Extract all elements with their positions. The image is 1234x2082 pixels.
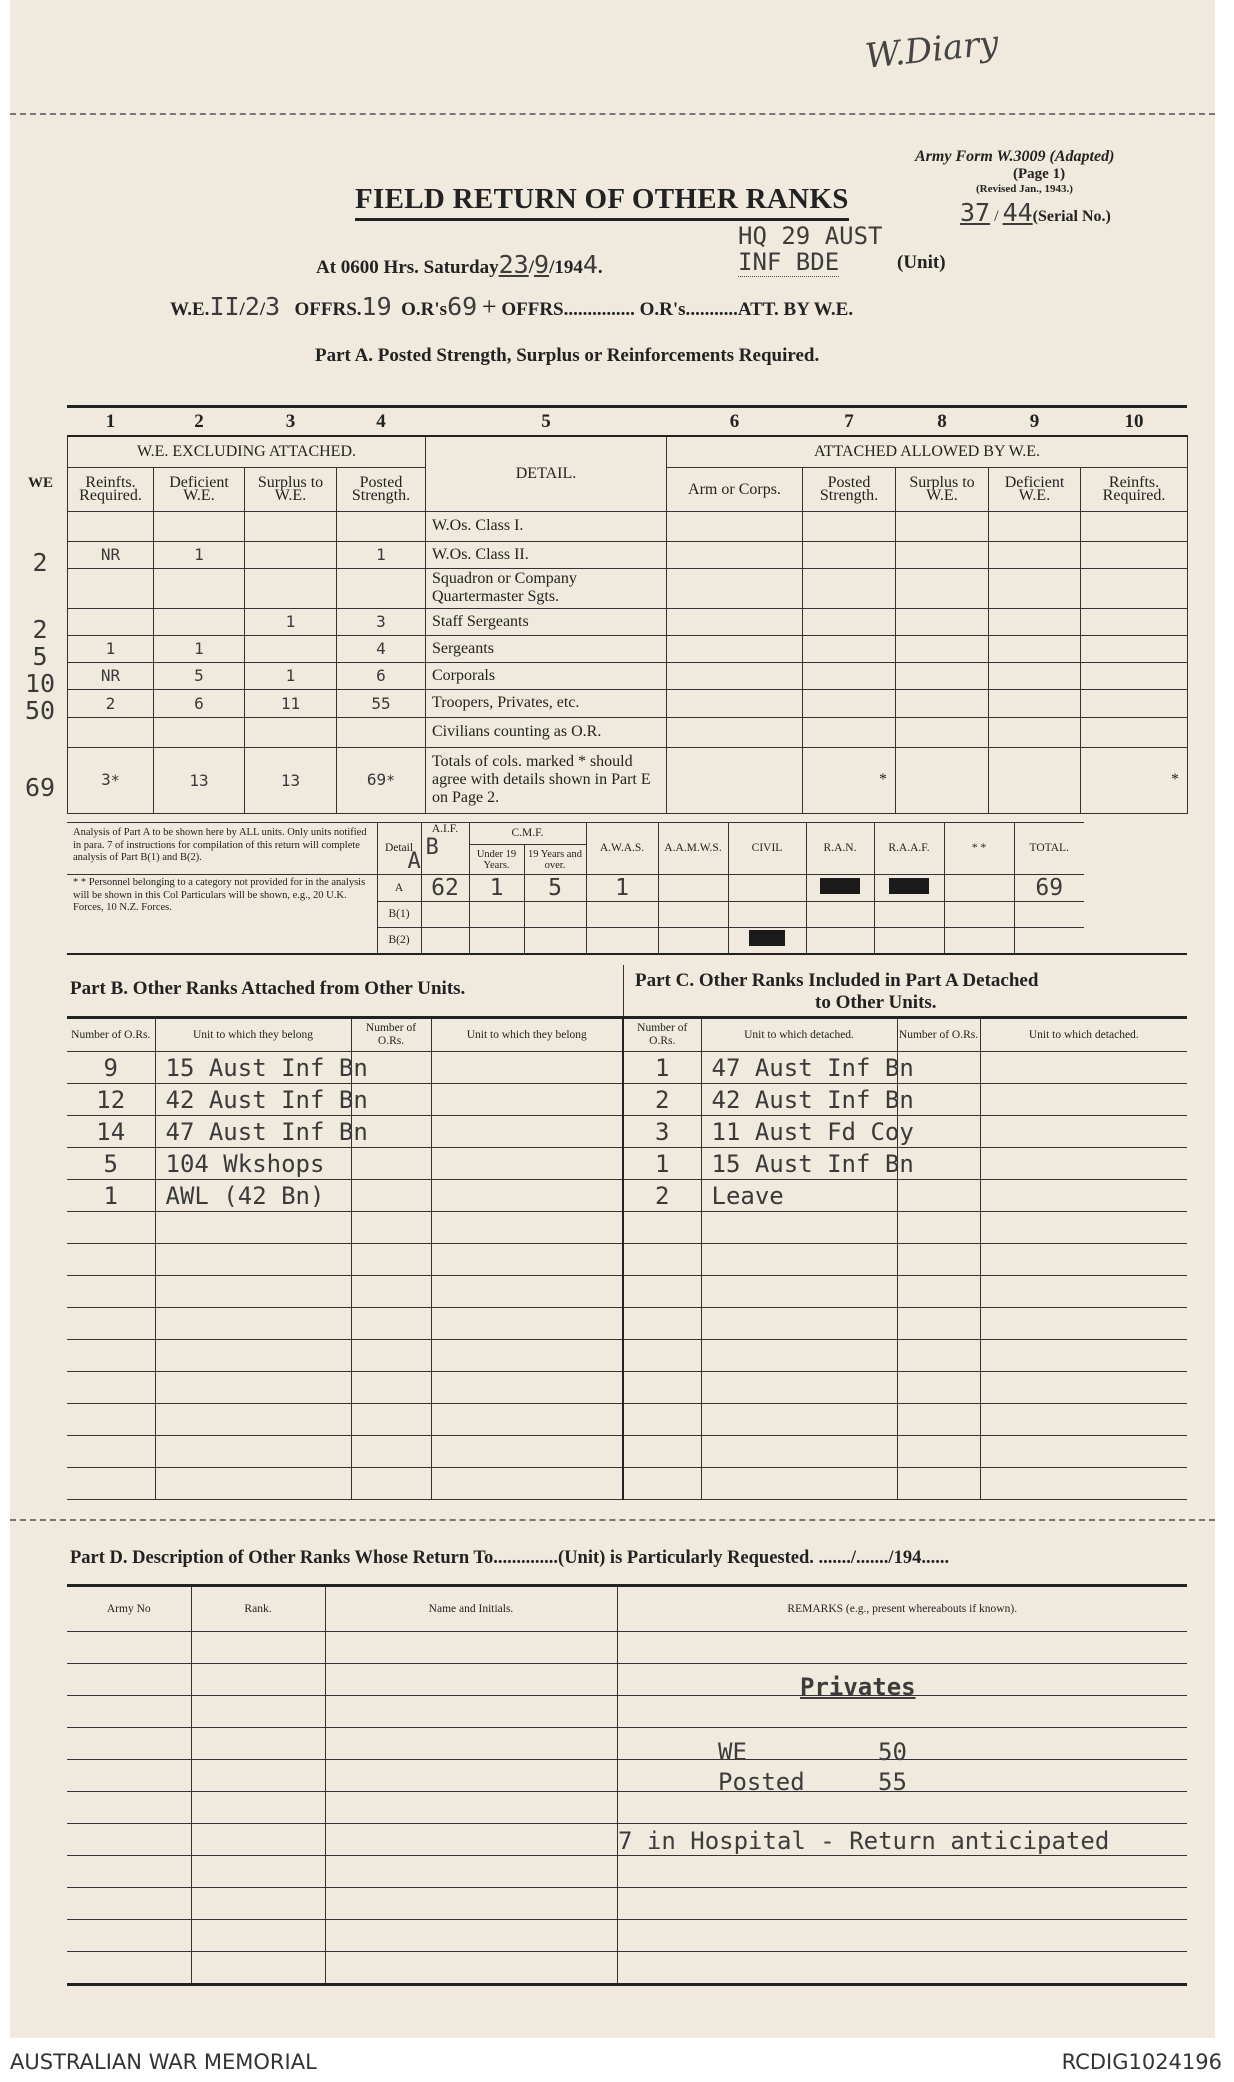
rank-row: 2 6 11 55 Troopers, Privates, etc. bbox=[68, 689, 1188, 717]
col-num-1: 1 bbox=[105, 410, 116, 432]
redaction-mark bbox=[749, 930, 785, 946]
aif-header: A.I.F. bbox=[431, 823, 459, 835]
form-title: FIELD RETURN OF OTHER RANKS bbox=[355, 183, 849, 221]
remarks-header: REMARKS (e.g., present whereabouts if known). bbox=[617, 1586, 1187, 1632]
we-value: 50 bbox=[24, 696, 56, 725]
col-num-9: 9 bbox=[1029, 410, 1040, 432]
we-value: 69 bbox=[24, 773, 56, 802]
redaction-mark bbox=[820, 878, 860, 894]
tear-line-top bbox=[10, 113, 1215, 115]
b-unit-header: Unit to which they belong bbox=[155, 1018, 351, 1052]
analysis-note: Analysis of Part A to be shown here by ALL units. Only units notified in para. 7 of instructions for compilation of this return will complete analysis of Part B(1) and B(2). bbox=[67, 823, 377, 875]
rank-label: Staff Sergeants bbox=[426, 608, 667, 635]
att-reinfts-header: Reinfts. Required. bbox=[1081, 467, 1188, 511]
analysis-over19: 1 bbox=[586, 875, 658, 902]
rank-row: NR 1 1 W.Os. Class II. bbox=[68, 541, 1188, 568]
footer-credit: AUSTRALIAN WAR MEMORIAL bbox=[10, 2050, 317, 2074]
total-header: TOTAL. bbox=[1014, 823, 1084, 875]
aamws-header: A.A.M.W.S. bbox=[658, 823, 728, 875]
we-value: 2 bbox=[32, 615, 48, 644]
unit-line-1: HQ 29 AUST bbox=[738, 222, 883, 250]
reinfts-header: Reinfts. Required. bbox=[68, 467, 154, 511]
rank-label: Corporals bbox=[426, 662, 667, 689]
row-label-b2: B(2) bbox=[377, 928, 421, 954]
privates-note: Privates bbox=[800, 1673, 916, 1701]
part-d-heading: Part D. Description of Other Ranks Whose Return To..............(Unit) is Particularly Requested. ......./......./194...... bbox=[70, 1548, 950, 1568]
att-surplus-header: Surplus to W.E. bbox=[896, 467, 989, 511]
we-line: W.E.II/2/3 OFFRS.19 O.R's69 + OFFRS............... O.R's...........ATT. BY W.E. bbox=[170, 292, 854, 321]
form-sheet bbox=[10, 0, 1215, 2038]
over19-header: 19 Years and over. bbox=[524, 845, 586, 875]
att-deficient-header: Deficient W.E. bbox=[989, 467, 1081, 511]
analysis-footnote: * * Personnel belonging to a category not provided for in the analysis will be shown in this Col Particulars will be shown, e.g., 20 U.K. Forces, 10 N.Z. Forces. bbox=[67, 875, 377, 954]
rank-row bbox=[68, 717, 1188, 747]
rank-row bbox=[68, 511, 1188, 541]
rank-header: Rank. bbox=[191, 1586, 325, 1632]
margin-note: W.Diary bbox=[863, 23, 1001, 77]
detail-header: DETAIL. bbox=[426, 436, 667, 511]
c-unit-header: Unit to which detached. bbox=[701, 1018, 897, 1052]
unit-line-2: INF BDE bbox=[738, 248, 840, 276]
table-row: 12 42 Aust Inf Bn 2 42 Aust Inf Bn bbox=[67, 1084, 1187, 1116]
posted-note-value: 55 bbox=[878, 1768, 907, 1796]
redaction-mark bbox=[889, 878, 929, 894]
part-b-heading: Part B. Other Ranks Attached from Other Units. bbox=[70, 978, 466, 999]
part-a-table bbox=[67, 405, 1187, 814]
raaf-header: R.A.A.F. bbox=[874, 823, 944, 875]
part-divider bbox=[623, 965, 624, 1017]
name-header: Name and Initials. bbox=[325, 1586, 617, 1632]
col-num-10: 10 bbox=[1124, 410, 1144, 432]
we-value: 10 bbox=[24, 669, 56, 698]
col-num-3: 3 bbox=[285, 410, 296, 432]
surplus-header: Surplus to W.E. bbox=[245, 467, 337, 511]
army-form-line: Army Form W.3009 (Adapted) bbox=[915, 148, 1115, 165]
army-no-header: Army No bbox=[67, 1586, 191, 1632]
posted-note-label: Posted bbox=[718, 1768, 805, 1796]
att-posted-header: Posted Strength. bbox=[803, 467, 896, 511]
row-label-b1: B(1) bbox=[377, 902, 421, 928]
footer-id: RCDIG1024196 bbox=[1061, 2050, 1222, 2074]
rank-row: 1 1 4 Sergeants bbox=[68, 635, 1188, 662]
handwritten-b: B bbox=[425, 835, 439, 860]
analysis-section: Analysis of Part A to be shown here by ALL units. Only units notified in para. 7 of instructions for compilation of this return will complete analysis of Part B(1) and B(2). Detail A.I.F. B C.M.F. A.W.A.S. A.A.M.W.S. CIVIL R.A.N. R.A.A.F. * * TOTAL. Under 19 Years. 19 Years and over. * * Personnel belonging to a category not provided for in the analysis will be shown in this Col Particulars will be shown, e.g., 20 U.K. Forces, 10 N.Z. Forces. A A 62 1 5 1 69 B(1) B(2) bbox=[67, 822, 1187, 955]
cmf-header: C.M.F. bbox=[469, 823, 586, 845]
rank-label: Squadron or Company Quartermaster Sgts. bbox=[426, 568, 667, 608]
deficient-header: Deficient W.E. bbox=[154, 467, 245, 511]
rank-row bbox=[68, 568, 1188, 608]
c-num-header-2: Number of O.Rs. bbox=[897, 1018, 980, 1052]
analysis-under19: 5 bbox=[524, 875, 586, 902]
we-note-value: 50 bbox=[878, 1738, 907, 1766]
unit-label: (Unit) bbox=[897, 252, 946, 273]
part-b-c-table bbox=[67, 1016, 1187, 1500]
rank-row: 1 3 Staff Sergeants bbox=[68, 608, 1188, 635]
civil-header: CIVIL bbox=[728, 823, 806, 875]
rank-label: Troopers, Privates, etc. bbox=[426, 689, 667, 717]
other-category-header: * * bbox=[944, 823, 1014, 875]
totals-row: 3* 13 13 69* Totals of cols. marked * should agree with details shown in Part E on Page 2. * * bbox=[68, 747, 1188, 813]
rank-label: Civilians counting as O.R. bbox=[426, 717, 667, 747]
analysis-aif: 1 bbox=[469, 875, 524, 902]
we-note-label: WE bbox=[718, 1738, 747, 1766]
arm-corps-header: Arm or Corps. bbox=[667, 467, 803, 511]
part-c-heading-1: Part C. Other Ranks Included in Part A Detached bbox=[635, 970, 1039, 991]
analysis-total: 69 bbox=[1014, 875, 1084, 902]
tear-line-middle bbox=[10, 1519, 1215, 1521]
b-unit-header-2: Unit to which they belong bbox=[431, 1018, 623, 1052]
serial-number: 37 / 44(Serial No.) bbox=[960, 198, 1111, 227]
we-value: 5 bbox=[32, 642, 48, 671]
we-column-label: WE bbox=[28, 475, 54, 491]
col-num-8: 8 bbox=[937, 410, 947, 432]
rank-row: NR 5 1 6 Corporals bbox=[68, 662, 1188, 689]
posted-header: Posted Strength. bbox=[337, 467, 426, 511]
b-num-header: Number of O.Rs. bbox=[67, 1018, 155, 1052]
rank-label: W.Os. Class I. bbox=[426, 511, 667, 541]
table-row: 5 104 Wkshops 1 15 Aust Inf Bn bbox=[67, 1148, 1187, 1180]
c-unit-header-2: Unit to which detached. bbox=[980, 1018, 1187, 1052]
col-num-4: 4 bbox=[376, 410, 386, 432]
analysis-first: 62 bbox=[421, 875, 469, 902]
we-excluding-header: W.E. EXCLUDING ATTACHED. bbox=[68, 436, 426, 467]
col-num-6: 6 bbox=[729, 410, 740, 432]
table-row: 1 AWL (42 Bn) 2 Leave bbox=[67, 1180, 1187, 1212]
revised-date: (Revised Jan., 1943.) bbox=[976, 183, 1073, 195]
part-a-heading: Part A. Posted Strength, Surplus or Reinforcements Required. bbox=[315, 345, 820, 366]
c-num-header: Number of O.Rs. bbox=[623, 1018, 701, 1052]
col-num-5: 5 bbox=[541, 410, 551, 432]
awas-header: A.W.A.S. bbox=[586, 823, 658, 875]
rank-label: Sergeants bbox=[426, 635, 667, 662]
page-number: (Page 1) bbox=[1013, 166, 1066, 182]
ran-header: R.A.N. bbox=[806, 823, 874, 875]
col-num-2: 2 bbox=[194, 410, 204, 432]
under19-header: Under 19 Years. bbox=[469, 845, 524, 875]
totals-label: Totals of cols. marked * should agree with details shown in Part E on Page 2. bbox=[426, 747, 667, 813]
attached-header: ATTACHED ALLOWED BY W.E. bbox=[667, 436, 1188, 467]
hospital-note: 7 in Hospital - Return anticipated bbox=[618, 1827, 1110, 1855]
part-c-heading-2: to Other Units. bbox=[815, 992, 937, 1013]
table-row: 9 15 Aust Inf Bn 1 47 Aust Inf Bn bbox=[67, 1052, 1187, 1084]
rank-label: W.Os. Class II. bbox=[426, 541, 667, 568]
b-num-header-2: Number of O.Rs. bbox=[351, 1018, 431, 1052]
part-d-table bbox=[67, 1584, 1187, 1986]
date-line: At 0600 Hrs. Saturday23/9/1944. bbox=[316, 250, 603, 279]
detail-col-header: Detail bbox=[377, 823, 421, 875]
handwritten-a: A bbox=[407, 849, 421, 874]
table-row: 14 47 Aust Inf Bn 3 11 Aust Fd Coy bbox=[67, 1116, 1187, 1148]
we-value: 2 bbox=[32, 548, 48, 577]
col-num-7: 7 bbox=[844, 410, 854, 432]
